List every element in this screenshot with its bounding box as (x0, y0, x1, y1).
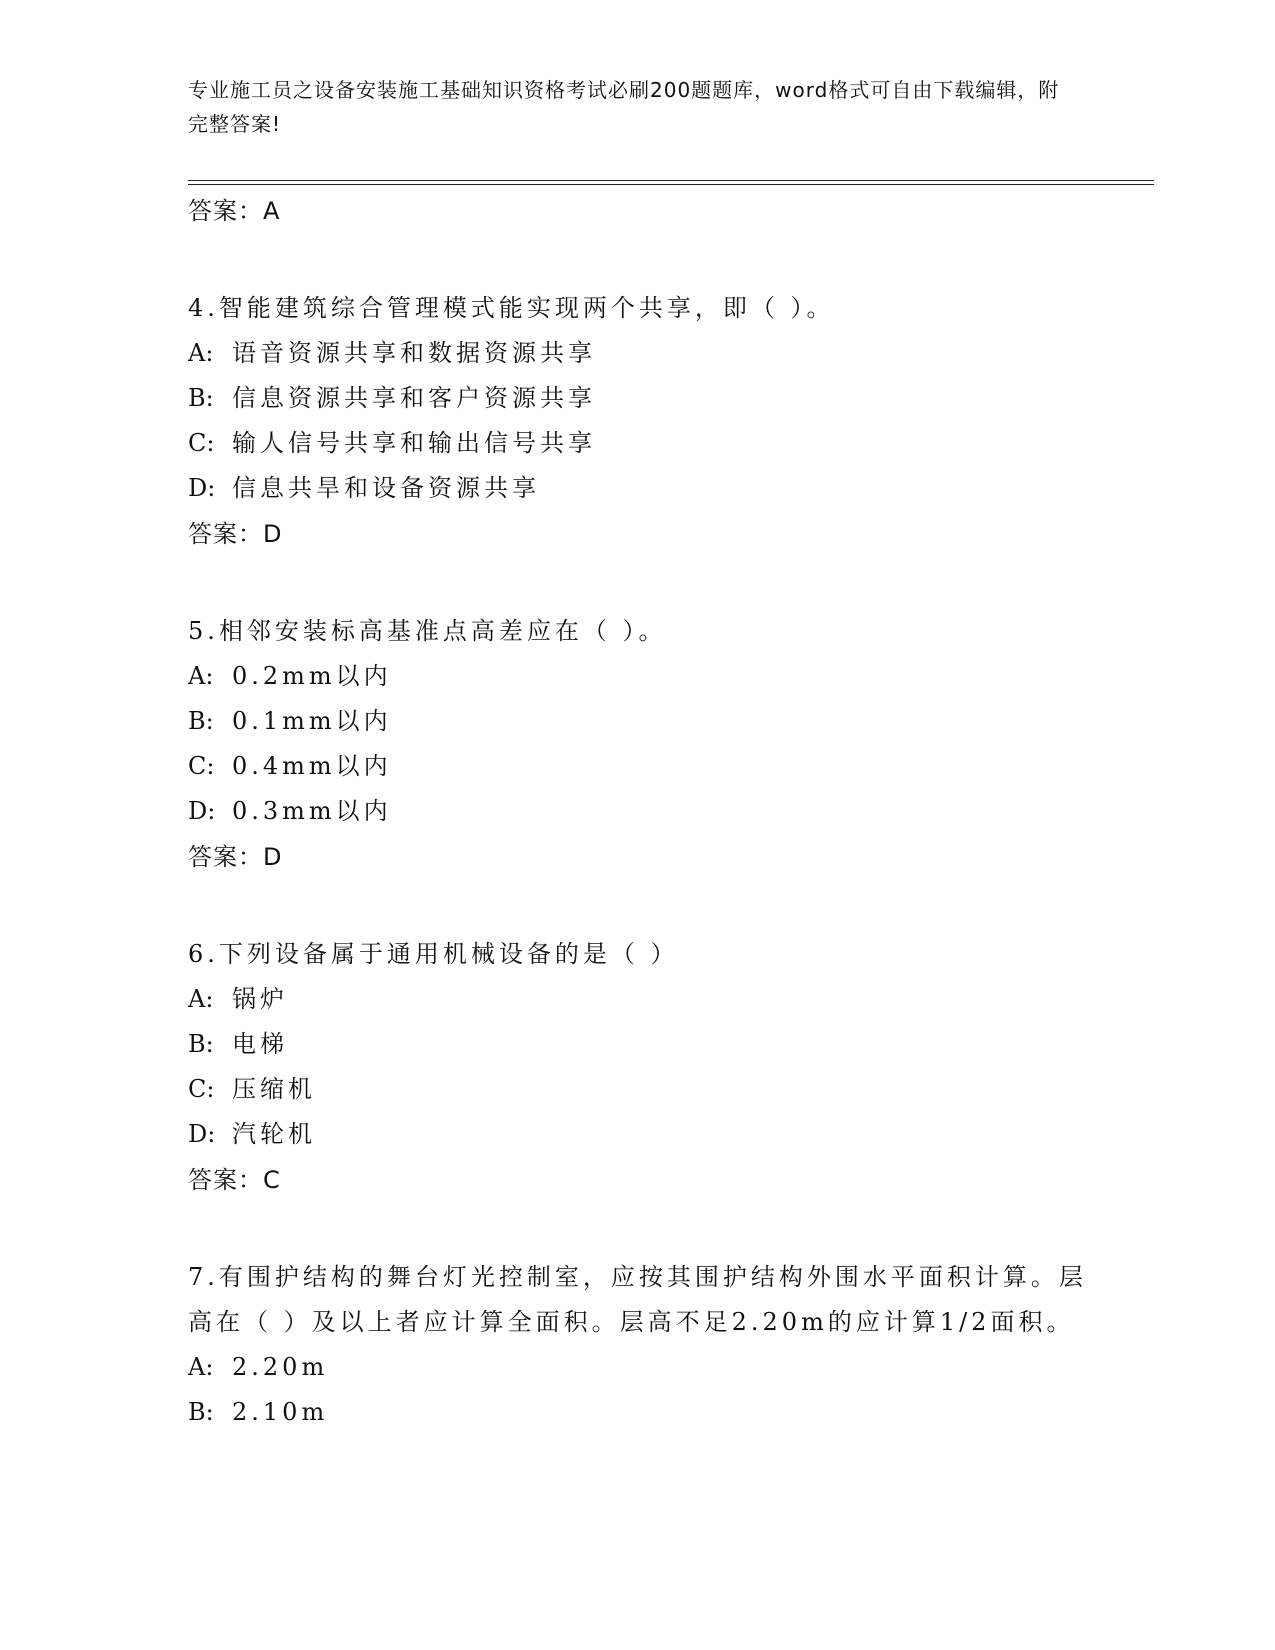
option-c: C: 压缩机 (188, 1075, 316, 1103)
answer-line: 答案：C (188, 1166, 281, 1194)
question-text: 6.下列设备属于通用机械设备的是（ ） (188, 940, 679, 968)
option-c: C: 输人信号共享和输出信号共享 (188, 429, 596, 457)
document-header: 专业施工员之设备安装施工基础知识资格考试必刷200题题库，word格式可自由下载编辑，附完整答案! (188, 78, 1060, 136)
question-text: 4.智能建筑综合管理模式能实现两个共享，即（ ）。 (188, 294, 835, 322)
option-c: C: 0.4mm以内 (188, 752, 392, 780)
option-a: A: 2.20m (188, 1353, 329, 1381)
option-d: D: 信息共旱和设备资源共享 (188, 474, 540, 502)
option-b: B: 电梯 (188, 1030, 288, 1058)
option-a: A: 锅炉 (188, 985, 288, 1013)
header-divider (188, 180, 1154, 181)
question-text: 7.有围护结构的舞台灯光控制室，应按其围护结构外围水平面积计算。层高在（ ）及以上者应计算全面积。层高不足2.20m的应计算1/2面积。 (188, 1263, 1087, 1336)
option-b: B: 0.1mm以内 (188, 707, 392, 735)
option-b: B: 信息资源共享和客户资源共享 (188, 384, 596, 412)
option-b: B: 2.10m (188, 1398, 329, 1426)
option-d: D: 0.3mm以内 (188, 797, 392, 825)
answer-line: 答案：D (188, 520, 283, 548)
option-a: A: 0.2mm以内 (188, 662, 392, 690)
answer-line: 答案：D (188, 843, 283, 871)
question-text: 5.相邻安装标高基准点高差应在（ ）。 (188, 617, 667, 645)
header-divider-second-line (188, 184, 1154, 185)
question-list (188, 188, 1088, 1435)
answer-line: 答案：A (188, 197, 281, 225)
option-d: D: 汽轮机 (188, 1120, 316, 1148)
option-a: A: 语音资源共享和数据资源共享 (188, 339, 596, 367)
